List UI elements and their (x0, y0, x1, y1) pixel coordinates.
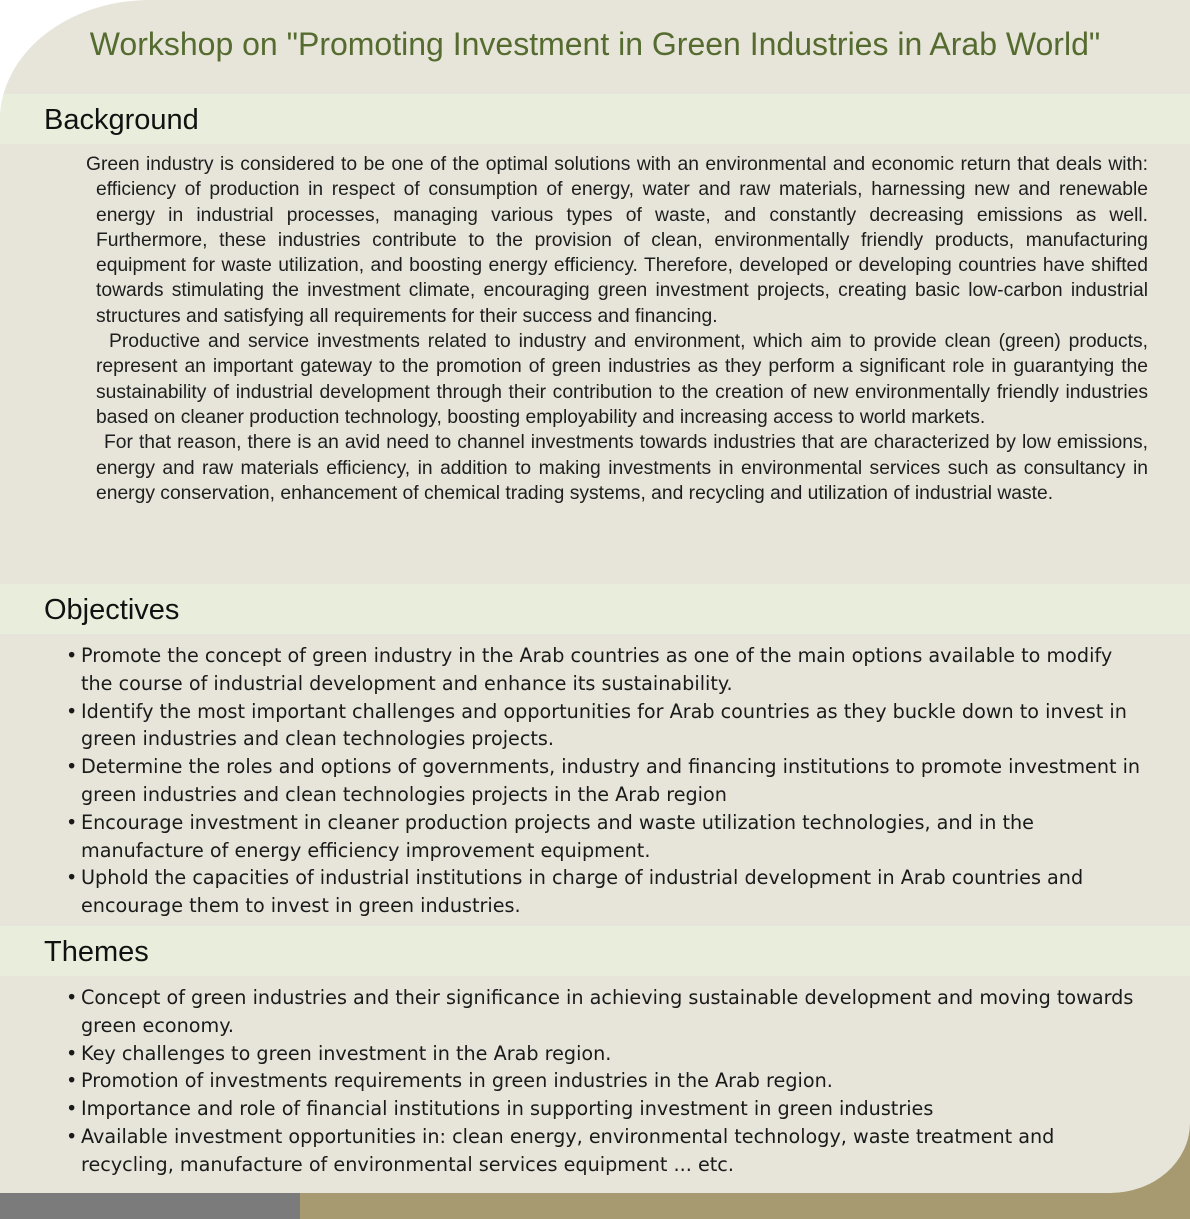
background-paragraph: Productive and service investments related to industry and environment, which aim to provide clean (green) products, represent an important gateway to the promotion of green industries as they perform a significant role in guarantying the sustainability of industrial development through their contribution to the creation of new environmentally friendly industries based on cleaner production technology, boosting employability and increasing access to world markets. (96, 331, 1148, 428)
background-heading-band (0, 94, 1190, 144)
themes-list (66, 984, 1146, 1179)
themes-heading: Themes (44, 936, 149, 968)
decorative-gray-corner (0, 1192, 300, 1219)
background-heading: Background (44, 104, 199, 136)
theme-item: • Available investment opportunities in: clean energy, environmental technology, waste treatment and recycling, manufacture of environmental services equipment ... etc. (66, 1123, 1146, 1179)
themes-heading-band (0, 926, 1190, 976)
objective-item: • Uphold the capacities of industrial institutions in charge of industrial development in Arab countries and encourage them to invest in green industries. (66, 864, 1146, 920)
page-title: Workshop on "Promoting Investment in Green Industries in Arab World" (89, 26, 1101, 62)
theme-item: • Concept of green industries and their significance in achieving sustainable development and moving towards green economy. (66, 984, 1146, 1040)
background-text (86, 152, 1148, 506)
objective-item: • Identify the most important challenges and opportunities for Arab countries as they buckle down to invest in green industries and clean technologies projects. (66, 698, 1146, 754)
objective-item: • Encourage investment in cleaner production projects and waste utilization technologies, and in the manufacture of energy efficiency improvement equipment. (66, 809, 1146, 865)
background-paragraph: For that reason, there is an avid need to channel investments towards industries that are characterized by low emissions, energy and raw materials efficiency, in addition to making investments in environmental services such as consultancy in energy conservation, enhancement of chemical trading systems, and recycling and utilization of industrial waste. (96, 432, 1148, 504)
background-paragraph: Green industry is considered to be one of the optimal solutions with an environmental and economic return that deals with: efficiency of production in respect of consumption of energy, water and raw materials, harnessing new and renewable energy in industrial processes, managing various types of waste, and constantly decreasing emissions as well. Furthermore, these industries contribute to the provision of clean, environmentally friendly products, manufacturing equipment for waste utilization, and boosting energy efficiency. Therefore, developed or developing countries have shifted towards stimulating the investment climate, encouraging green investment projects, creating basic low-carbon industrial structures and satisfying all requirements for their success and financing. (86, 154, 1148, 327)
theme-item: • Importance and role of financial institutions in supporting investment in green industries (66, 1095, 1146, 1123)
objectives-heading: Objectives (44, 594, 180, 626)
objective-item: • Determine the roles and options of governments, industry and financing institutions to promote investment in green industries and clean technologies projects in the Arab region (66, 753, 1146, 809)
objective-item: • Promote the concept of green industry in the Arab countries as one of the main options available to modify the course of industrial development and enhance its sustainability. (66, 642, 1146, 698)
theme-item: • Promotion of investments requirements in green industries in the Arab region. (66, 1067, 1146, 1095)
objectives-list (66, 642, 1146, 920)
objectives-heading-band (0, 584, 1190, 634)
theme-item: • Key challenges to green investment in the Arab region. (66, 1040, 1146, 1068)
